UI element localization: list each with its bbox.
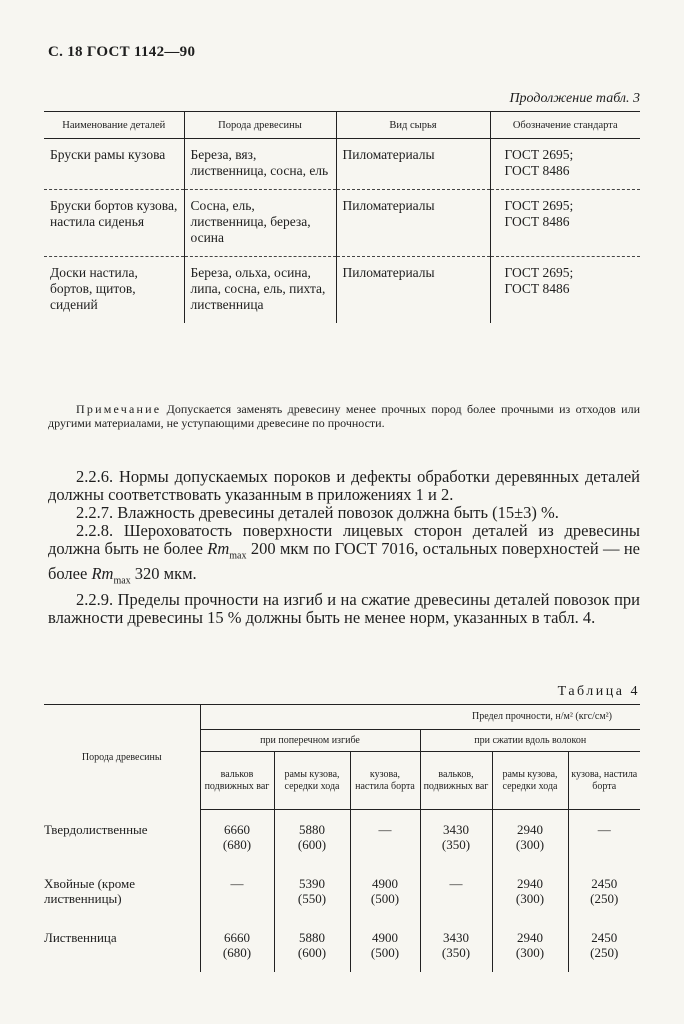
col-part-name: Наименование деталей xyxy=(44,112,184,139)
paragraph-2-2-8 xyxy=(48,522,640,591)
cell-wood-species: Хвойные (кроме лиственницы) xyxy=(44,876,135,906)
value-n-per-m2: 5880 xyxy=(299,822,325,837)
note-label: Примечание xyxy=(76,402,162,416)
p228-part-c: 320 мкм. xyxy=(130,564,197,584)
value-kgf-per-cm2: (500) xyxy=(370,891,400,906)
value-n-per-m2: 2450 xyxy=(591,930,618,945)
table-3-note xyxy=(48,402,640,430)
rm-symbol: Rm xyxy=(207,539,230,558)
value-kgf-per-cm2: (350) xyxy=(441,945,471,960)
cell-value xyxy=(200,864,274,918)
cell-raw: Пиломатериалы xyxy=(336,257,490,324)
table-4-caption: Таблица 4 xyxy=(557,684,640,699)
value-kgf-per-cm2: (250) xyxy=(590,891,619,906)
value-n-per-m2: 6660 xyxy=(224,930,250,945)
table-3-header xyxy=(44,112,640,139)
cell-value xyxy=(568,864,640,918)
col-strength-limit: Предел прочности, н/м² (кгс/см²) xyxy=(200,705,640,730)
cell-value xyxy=(568,810,640,865)
cell-value xyxy=(350,864,420,918)
p228-part-b: 200 мкм по ГОСТ 7016, остальных поверхностей — не более xyxy=(48,539,640,584)
p228-part-a: 2.2.8. Шероховатость поверхности лицевых сторон деталей из древесины должна быть не более xyxy=(48,521,640,558)
table-row xyxy=(44,257,640,324)
value-n-per-m2: 4900 xyxy=(372,876,398,891)
group-transverse-bending: при поперечном изгибе xyxy=(200,729,420,752)
value-kgf-per-cm2: (500) xyxy=(370,945,400,960)
value-n-per-m2: 2450 xyxy=(591,876,618,891)
value-kgf-per-cm2: (680) xyxy=(222,837,252,852)
standard-line: ГОСТ 2695; xyxy=(504,265,574,280)
cell-value xyxy=(200,918,274,972)
cell-value xyxy=(568,918,640,972)
cell-value xyxy=(274,864,350,918)
col-wood-species: Порода древесины xyxy=(44,705,200,810)
value-kgf-per-cm2: (300) xyxy=(515,945,545,960)
value-kgf-per-cm2: (600) xyxy=(297,837,327,852)
value-kgf-per-cm2: (600) xyxy=(297,945,327,960)
table-4-header-top xyxy=(44,705,640,730)
cell-raw: Пиломатериалы xyxy=(336,139,490,190)
cell-raw: Пиломатериалы xyxy=(336,190,490,257)
value-n-per-m2: — xyxy=(449,876,463,891)
standard-line: ГОСТ 2695; xyxy=(504,198,574,213)
table-row xyxy=(44,864,640,918)
value-n-per-m2: 2940 xyxy=(517,822,543,837)
standard-line: ГОСТ 8486 xyxy=(504,163,570,178)
body-text xyxy=(48,468,640,627)
cell-value xyxy=(350,918,420,972)
cell-part: Бруски бортов кузова, настила сиденья xyxy=(44,190,184,257)
value-kgf-per-cm2: (300) xyxy=(515,891,545,906)
paragraph-2-2-9: 2.2.9. Пределы прочности на изгиб и на сжатие древесины деталей повозок при влажности древесины 15 % должны быть не менее норм, указанных в табл. 4. xyxy=(48,589,640,627)
sub-col: рамы кузова, середки хода xyxy=(492,752,568,810)
table-3 xyxy=(44,111,640,323)
cell-wood-species: Твердолиственные xyxy=(44,821,148,837)
value-kgf-per-cm2: (300) xyxy=(515,837,545,852)
group-axial-compression: при сжатии вдоль волокон xyxy=(420,729,640,752)
standard-line: ГОСТ 2695; xyxy=(504,147,574,162)
value-n-per-m2: 6660 xyxy=(224,822,250,837)
cell-value xyxy=(200,810,274,865)
cell-value xyxy=(492,864,568,918)
cell-value xyxy=(492,918,568,972)
cell-value xyxy=(420,810,492,865)
table-4 xyxy=(44,704,640,972)
col-standard: Обозначение стандарта xyxy=(490,112,640,139)
value-kgf-per-cm2: (250) xyxy=(590,945,619,960)
cell-wood: Береза, ольха, осина, липа, сосна, ель, пихта, лиственница xyxy=(184,257,336,324)
sub-col: вальков, подвижных ваг xyxy=(420,752,492,810)
page-header: С. 18 ГОСТ 1142—90 xyxy=(48,44,196,60)
value-kgf-per-cm2: (550) xyxy=(297,891,327,906)
value-n-per-m2: 5390 xyxy=(299,876,325,891)
paragraph-2-2-6: 2.2.6. Нормы допускаемых пороков и дефекты обработки деревянных деталей должны соответствовать указанным в приложениях 1 и 2. xyxy=(48,467,640,504)
cell-part: Бруски рамы кузова xyxy=(44,139,184,190)
table-row xyxy=(44,810,640,865)
value-n-per-m2: 2940 xyxy=(517,876,543,891)
cell-part: Доски настила, бортов, щитов, сидений xyxy=(50,265,138,312)
table-row xyxy=(44,190,640,257)
cell-standard xyxy=(490,139,640,190)
value-n-per-m2: 5880 xyxy=(299,930,325,945)
max-subscript: max xyxy=(229,550,247,562)
cell-value xyxy=(274,918,350,972)
note-text: Допускается заменять древесину менее прочных пород более прочными из отходов или другими материалами, не уступающими древесине по прочности. xyxy=(48,402,640,430)
cell-value xyxy=(274,810,350,865)
paragraph-2-2-7: 2.2.7. Влажность древесины деталей повозок должна быть (15±3) %. xyxy=(76,503,559,522)
sub-col: вальков подвижных ваг xyxy=(200,752,274,810)
cell-wood: Сосна, ель, лиственница, береза, осина xyxy=(184,190,336,257)
value-n-per-m2: 3430 xyxy=(443,822,469,837)
value-n-per-m2: 3430 xyxy=(443,930,469,945)
value-n-per-m2: 2940 xyxy=(517,930,543,945)
cell-value xyxy=(492,810,568,865)
table-row xyxy=(44,918,640,972)
col-raw-type: Вид сырья xyxy=(336,112,490,139)
cell-value xyxy=(420,864,492,918)
sub-col: кузова, настила борта xyxy=(350,752,420,810)
sub-col: кузова, настила борта xyxy=(568,752,640,810)
value-kgf-per-cm2: (350) xyxy=(441,837,471,852)
max-subscript: max xyxy=(113,575,131,587)
value-n-per-m2: — xyxy=(597,822,611,837)
sub-col: рамы кузова, середки хода xyxy=(274,752,350,810)
value-kgf-per-cm2: (680) xyxy=(222,945,252,960)
standard-line: ГОСТ 8486 xyxy=(504,281,570,296)
value-n-per-m2: 4900 xyxy=(372,930,398,945)
cell-standard xyxy=(490,257,640,324)
cell-value xyxy=(420,918,492,972)
cell-value xyxy=(350,810,420,865)
table-row xyxy=(44,139,640,190)
cell-wood: Береза, вяз, лиственница, сосна, ель xyxy=(184,139,336,190)
rm-symbol: Rm xyxy=(91,564,114,584)
cell-standard xyxy=(490,190,640,257)
cell-wood-species: Лиственница xyxy=(44,930,117,945)
table-continuation-caption: Продолжение табл. 3 xyxy=(509,91,640,106)
value-n-per-m2: — xyxy=(230,876,244,891)
standard-line: ГОСТ 8486 xyxy=(504,214,570,229)
col-wood-species: Порода древесины xyxy=(184,112,336,139)
value-n-per-m2: — xyxy=(378,822,392,837)
